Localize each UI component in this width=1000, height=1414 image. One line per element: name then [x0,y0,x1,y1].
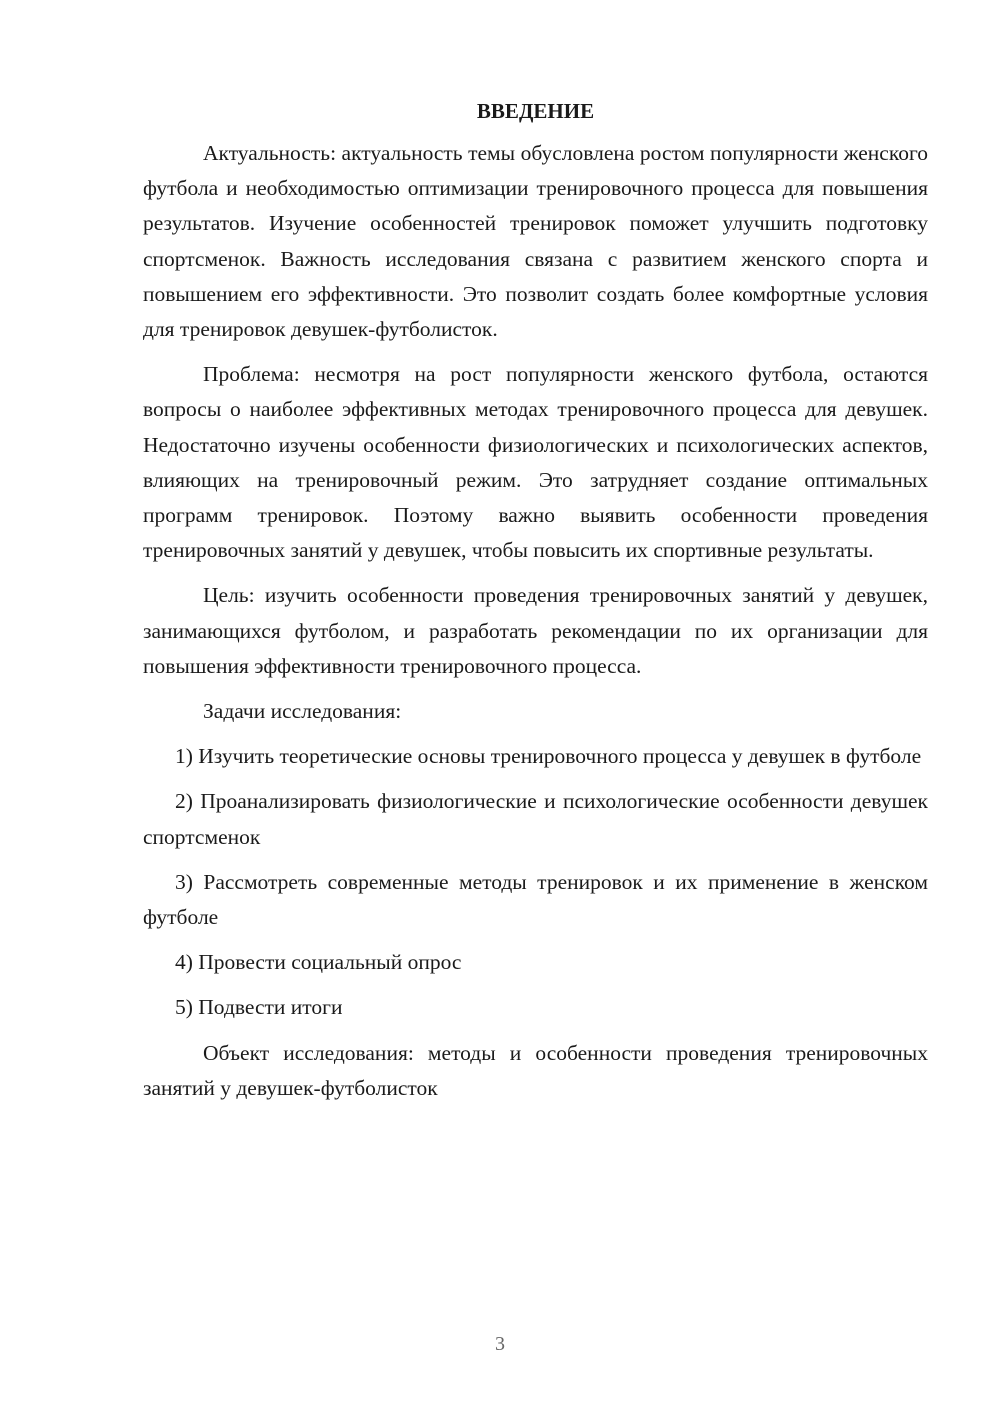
object-paragraph: Объект исследования: методы и особенности проведения тренировочных занятий у девушек-футболисток [143,1040,928,1100]
task-item: 1) Изучить теоретические основы тренировочного процесса у девушек в футболе [175,744,922,769]
task-item: 3) Рассмотреть современные методы тренировок и их применение в женском футболе [143,869,928,930]
page-number: 3 [495,1333,505,1355]
document-page [143,96,928,1106]
task-item: 2) Проанализировать физиологические и психологические особенности девушек спортсменок [143,789,928,849]
relevance-paragraph: Актуальность: актуальность темы обусловлена ростом популярности женского футбола и необходимостью оптимизации тренировочного процесса для повышения результатов. Изучение особенностей тренировок поможет улучшить подготовку спортсменок. Важность исследования связана с развитием женского спорта и повышением его эффективности. Это позволит создать более комфортные условия для тренировок девушек-футболисток. [143,141,928,342]
problem-paragraph: Проблема: несмотря на рост популярности женского футбола, остаются вопросы о наиболее эффективных методах тренировочного процесса для девушек. Недостаточно изучены особенности физиологических и психологических аспектов, влияющих на тренировочный режим. Это затрудняет создание оптимальных программ тренировок. Поэтому важно выявить особенности проведения тренировочных занятий у девушек, чтобы повысить их спортивные результаты. [143,362,928,563]
goal-paragraph: Цель: изучить особенности проведения тренировочных занятий у девушек, занимающихся футболом, и разработать рекомендации по их организации для повышения эффективности тренировочного процесса. [143,583,928,678]
page-title: ВВЕДЕНИЕ [476,99,595,123]
task-item: 4) Провести социальный опрос [175,950,462,975]
task-item: 5) Подвести итоги [175,995,343,1020]
tasks-heading: Задачи исследования: [203,699,402,724]
